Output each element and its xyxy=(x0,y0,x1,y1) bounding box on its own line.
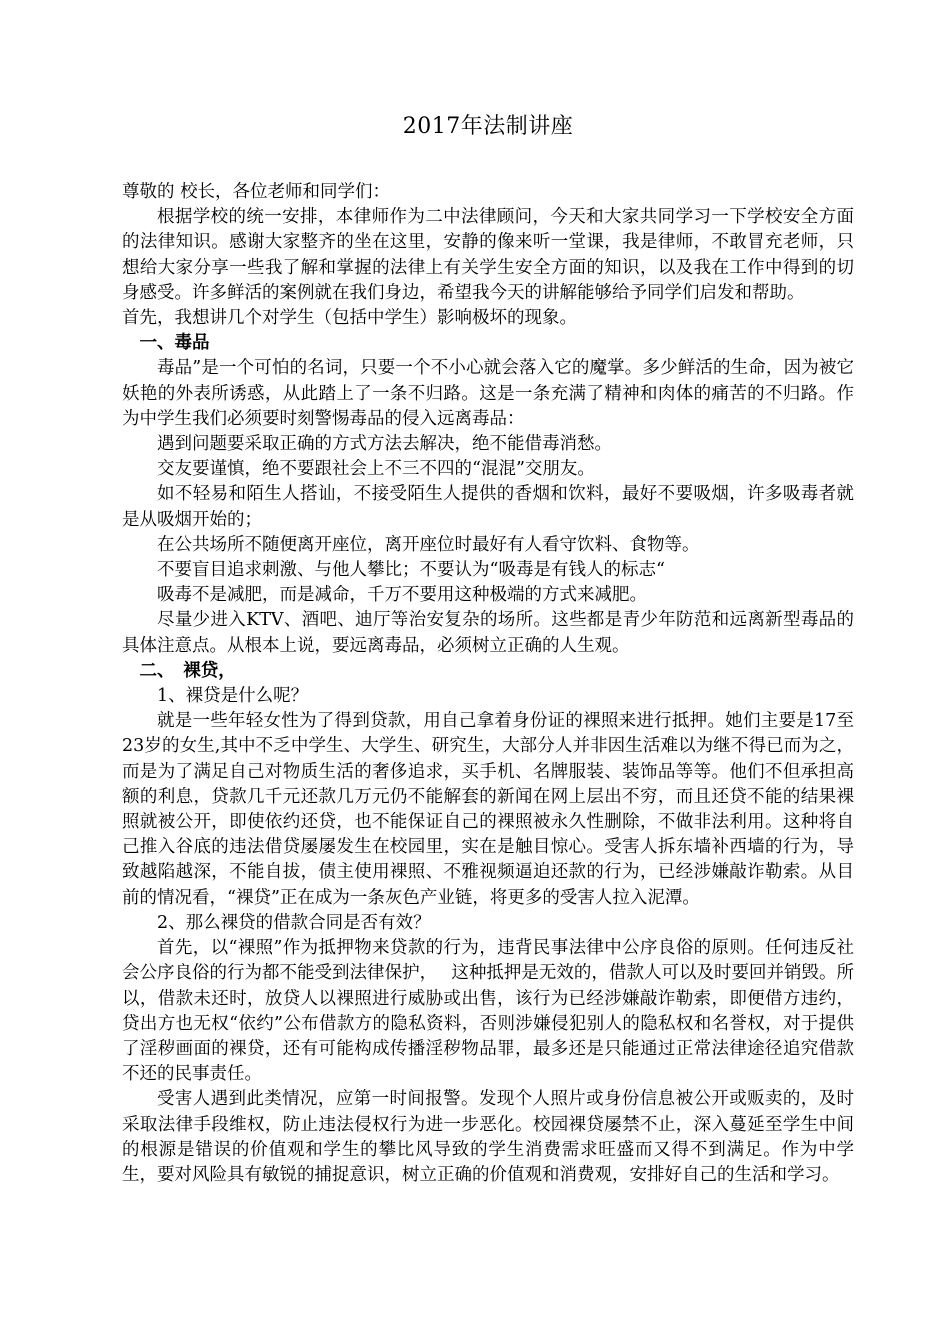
naked-loan-paragraph: 就是一些年轻女性为了得到贷款，用自己拿着身份证的裸照来进行抵押。她们主要是17至23岁的女生,其中不乏中学生、大学生、研究生，大部分人并非因生活难以为继不得已而为之，而是为了满足自己对物质生活的奢侈追求，买手机、名牌服装、装饰品等等。他们不但承担高额的利息，贷款几千元还款几万元仍不能解套的新闻在网上层出不穷，而且还贷不能的结果裸照就被公开，即使依约还贷，也不能保证自己的裸照被永久性删除，不做非法利用。这种将自己推入谷底的违法借贷屡屡发生在校园里，实在是触目惊心。受害人拆东墙补西墙的行为，导致越陷越深，不能自拔，债主使用裸照、不雅视频逼迫还款的行为，已经涉嫌敲诈勒索。从目前的情况看，“裸贷”正在成为一条灰色产业链，将更多的受害人拉入泥潭。 xyxy=(122,711,854,908)
drugs-tip-paragraph: 吸毒不是减肥，而是减命，千万不要用这种极端的方式来减肥。 xyxy=(157,585,647,606)
drugs-tip-paragraph: 如不轻易和陌生人搭讪，不接受陌生人提供的香烟和饮料，最好不要吸烟，许多吸毒者就是从吸烟开始的； xyxy=(122,484,854,530)
drugs-paragraph: 毒品”是一个可怕的名词，只要一个不小心就会落入它的魔掌。多少鲜活的生命，因为被它妖艳的外表所诱惑，从此踏上了一条不归路。这是一条充满了精神和肉体的痛苦的不归路。作为中学生我们必须要时刻警惕毒品的侵入远离毒品： xyxy=(122,358,854,429)
section-heading-drugs: 一、毒品 xyxy=(139,333,210,354)
document-title: 2017年法制讲座 xyxy=(402,114,574,139)
intro-paragraph: 根据学校的统一安排，本律师作为二中法律顾问，今天和大家共同学习一下学校安全方面的法律知识。感谢大家整齐的坐在这里，安静的像来听一堂课，我是律师，不敢冒充老师，只想给大家分享一些我了解和掌握的法律上有关学生安全方面的知识，以及我在工作中得到的切身感受。许多鲜活的案例就在我们身边，希望我今天的讲解能够给予同学们启发和帮助。 xyxy=(122,207,854,303)
subheading-contract-validity: 2、那么裸贷的借款合同是否有效？ xyxy=(157,912,431,933)
subheading-what-is: 1、裸贷是什么呢？ xyxy=(157,686,309,707)
preface-paragraph: 首先，我想讲几个对学生（包括中学生）影响极坏的现象。 xyxy=(122,308,577,329)
drugs-tip-paragraph: 交友要谨慎，绝不要跟社会上不三不四的“混混”交朋友。 xyxy=(157,459,595,480)
contract-paragraph: 首先，以“裸照”作为抵押物来贷款的行为，违背民事法律中公序良俗的原则。任何违反社会公序良俗的行为都不能受到法律保护， 这种抵押是无效的，借款人可以及时要回并销毁。所以，借款未还时，放贷人以裸照进行威胁或出售，该行为已经涉嫌敲诈勒索，即便借方违约，贷出方也无权“依约”公布借款方的隐私资料，否则涉嫌侵犯别人的隐私权和名誉权，对于提供了淫秽画面的裸贷，还有可能构成传播淫秽物品罪，最多还是只能通过正常法律途径追究借款不还的民事责任。 xyxy=(122,938,854,1085)
drugs-tip-paragraph: 在公共场所不随便离开座位，离开座位时最好有人看守饮料、食物等。 xyxy=(157,534,700,555)
greeting-paragraph: 尊敬的 校长，各位老师和同学们： xyxy=(122,182,391,202)
document-body xyxy=(122,180,854,1188)
victim-advice-paragraph: 受害人遇到此类情况，应第一时间报警。发现个人照片或身份信息被公开或贩卖的，及时采取法律手段维权，防止违法侵权行为进一步恶化。校园裸贷屡禁不止，深入蔓延至学生中间的根源是错误的价值观和学生的攀比风导致的学生消费需求旺盛而又得不到满足。作为中学生，要对风险具有敏锐的捕捉意识，树立正确的价值观和消费观，安排好自己的生活和学习。 xyxy=(122,1089,854,1185)
drugs-tip-paragraph: 遇到问题要采取正确的方式方法去解决，绝不能借毒消愁。 xyxy=(157,434,612,455)
section-heading-naked-loan: 二、 裸贷， xyxy=(139,660,236,681)
drugs-summary-paragraph: 尽量少进入KTV、酒吧、迪厅等治安复杂的场所。这些都是青少年防范和远离新型毒品的具体注意点。从根本上说，要远离毒品，必须树立正确的人生观。 xyxy=(122,610,854,656)
drugs-tip-paragraph: 不要盲目追求刺激、与他人攀比；不要认为“吸毒是有钱人的标志“ xyxy=(157,560,665,581)
